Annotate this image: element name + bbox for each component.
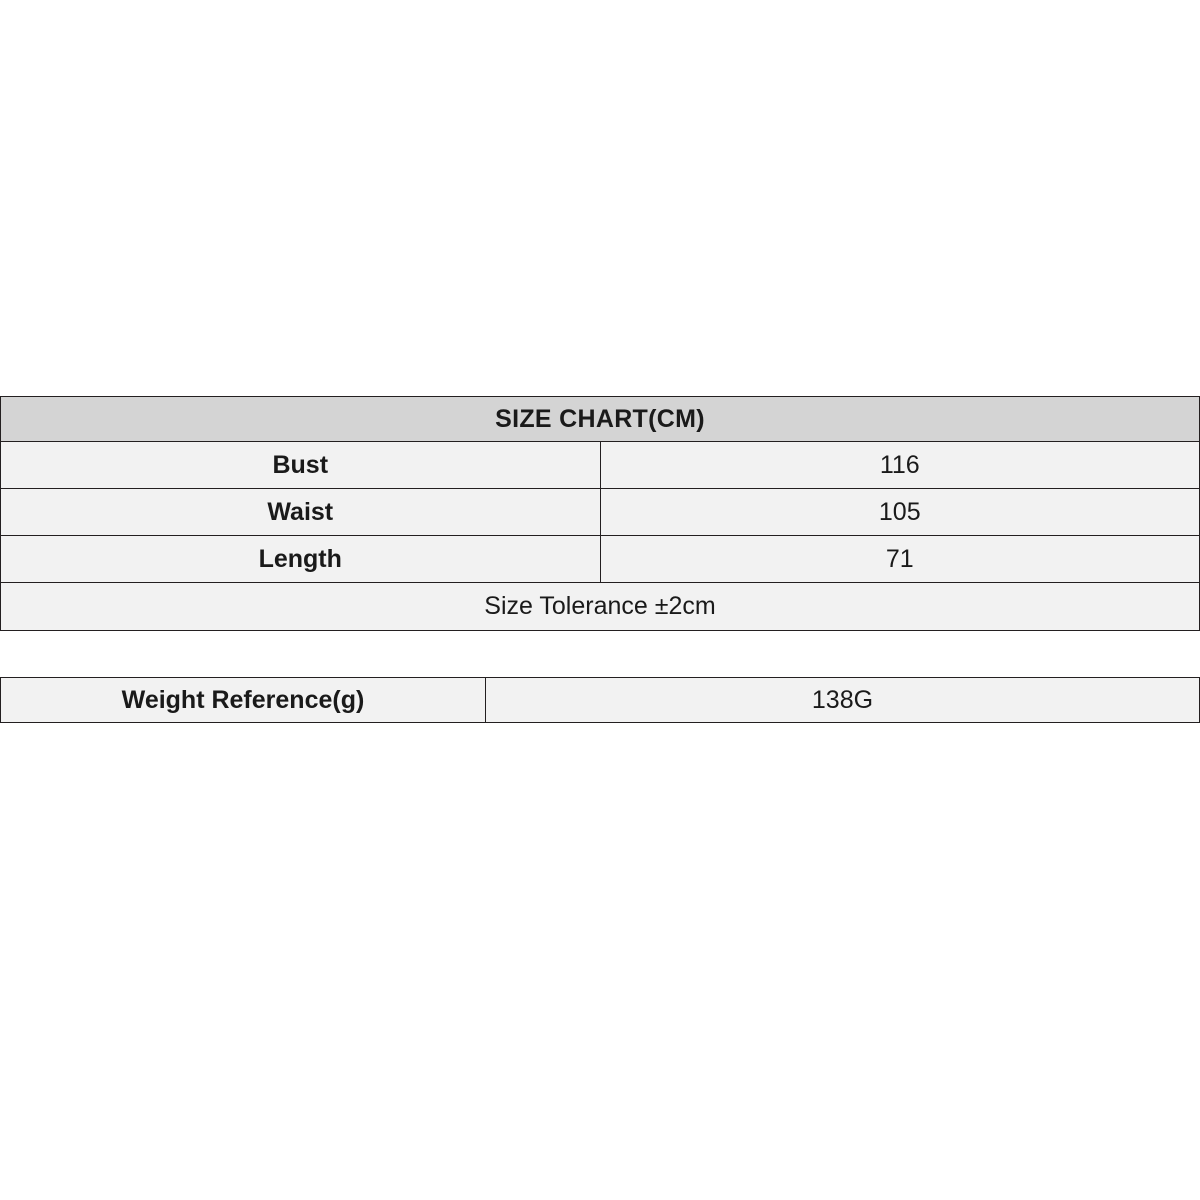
weight-reference-value: 138G bbox=[486, 678, 1200, 723]
row-label-waist: Waist bbox=[1, 489, 601, 536]
table-row-tolerance bbox=[1, 583, 1200, 631]
weight-reference-label: Weight Reference(g) bbox=[1, 678, 486, 723]
table-row bbox=[1, 489, 1200, 536]
row-value-length: 71 bbox=[600, 536, 1200, 583]
table-row-title bbox=[1, 397, 1200, 442]
table-row bbox=[1, 536, 1200, 583]
size-chart-title: SIZE CHART(CM) bbox=[1, 397, 1200, 442]
weight-reference-table bbox=[0, 677, 1200, 723]
row-value-bust: 116 bbox=[600, 442, 1200, 489]
row-label-length: Length bbox=[1, 536, 601, 583]
row-value-waist: 105 bbox=[600, 489, 1200, 536]
table-row bbox=[1, 442, 1200, 489]
row-label-bust: Bust bbox=[1, 442, 601, 489]
size-chart-table bbox=[0, 396, 1200, 631]
table-row bbox=[1, 678, 1200, 723]
size-tolerance-note: Size Tolerance ±2cm bbox=[1, 583, 1200, 631]
